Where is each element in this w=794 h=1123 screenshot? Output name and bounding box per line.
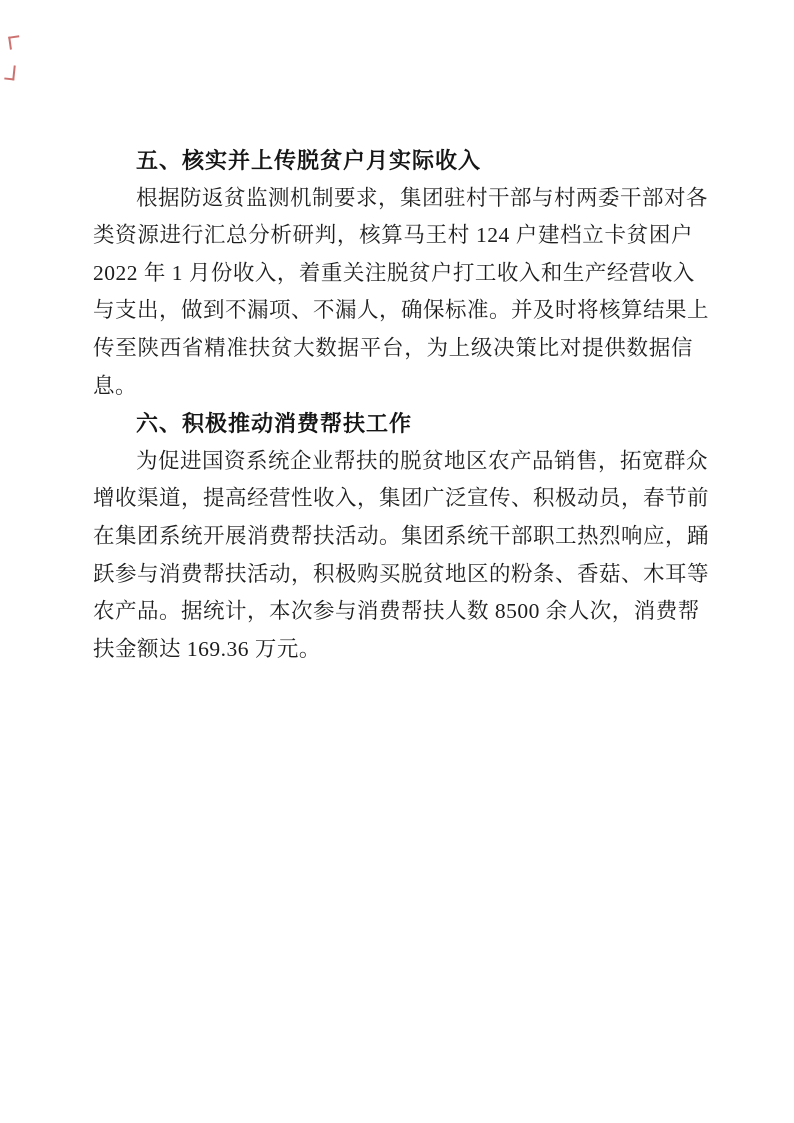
text-line: 农产品。据统计，本次参与消费帮扶人数 8500 余人次，消费帮: [93, 599, 700, 624]
text-line: 传至陕西省精准扶贫大数据平台，为上级决策比对提供数据信: [93, 335, 693, 360]
text-line: 类资源进行汇总分析研判，核算马王村 124 户建档立卡贫困户: [93, 223, 693, 248]
document-body: [93, 142, 710, 668]
red-scan-mark: [4, 65, 16, 81]
text-line: 扶金额达 169.36 万元。: [93, 636, 321, 661]
text-line: 跃参与消费帮扶活动，积极购买脱贫地区的粉条、香菇、木耳等: [93, 561, 710, 586]
text-line: 息。: [93, 373, 138, 398]
text-line: 2022 年 1 月份收入，着重关注脱贫户打工收入和生产经营收入: [93, 260, 695, 285]
red-scan-mark: [8, 35, 21, 49]
text-line: 根据防返贫监测机制要求，集团驻村干部与村两委干部对各: [136, 185, 709, 210]
text-line: 为促进国资系统企业帮扶的脱贫地区农产品销售，拓宽群众: [136, 448, 709, 473]
text-line: 增收渠道，提高经营性收入，集团广泛宣传、积极动员，春节前: [93, 486, 710, 511]
section-5-heading: 五、核实并上传脱贫户月实际收入: [136, 148, 482, 173]
section-6-heading: 六、积极推动消费帮扶工作: [136, 411, 413, 437]
text-line: 与支出，做到不漏项、不漏人，确保标准。并及时将核算结果上: [93, 298, 710, 323]
text-line: 在集团系统开展消费帮扶活动。集团系统干部职工热烈响应，踊: [93, 523, 710, 548]
